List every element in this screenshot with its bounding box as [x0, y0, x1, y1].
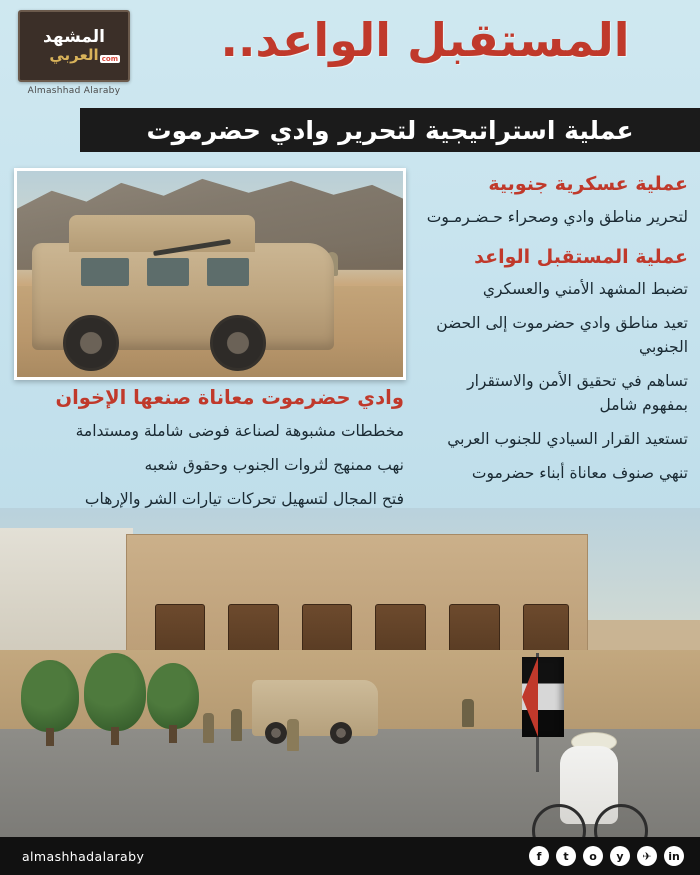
photo-vehicle-wheel: [63, 315, 119, 371]
logo-line-2: العربي: [49, 45, 99, 64]
photo-soldier: [203, 713, 214, 743]
photo-armored-vehicle: [14, 168, 406, 380]
photo-vehicle-wheel: [265, 722, 287, 744]
photo-soldier: [287, 719, 299, 751]
left-block-item-3: فتح المجال لتسهيل تحركات تيارات الشر والإرهاب: [84, 489, 404, 508]
photo-vehicle-window: [147, 258, 189, 286]
section-2-item-2: تعيد مناطق وادي حضرموت إلى الحضن الجنوبي: [436, 314, 688, 357]
subtitle-bar: [80, 108, 700, 152]
photo-vehicle-window: [207, 258, 249, 286]
linkedin-icon[interactable]: in: [664, 846, 684, 866]
photo-left-building: [0, 528, 133, 667]
right-text-column: [418, 172, 688, 496]
photo-soldier: [231, 709, 242, 741]
subtitle-text: عملية استراتيجية لتحرير وادي حضرموت: [146, 115, 634, 145]
photo-vehicle-window: [81, 258, 129, 286]
photo-bicycle: [532, 798, 652, 838]
section-2-item-5: تنهي صنوف معاناة أبناء حضرموت: [471, 464, 688, 483]
section-1-item-1: لتحرير مناطق وادي وصحراء حـضـرمـوت: [426, 207, 688, 226]
photo-vehicle-wheel: [330, 722, 352, 744]
channel-logo[interactable]: [18, 10, 130, 82]
section-heading-2: عملية المستقبل الواعد: [474, 245, 688, 268]
photo-vehicle-wheel: [210, 315, 266, 371]
photo-tree: [84, 653, 146, 731]
telegram-icon[interactable]: ✈: [637, 846, 657, 866]
section-2-item-3: تساهم في تحقيق الأمن والاستقرار بمفهوم شامل: [467, 372, 688, 415]
logo-com-badge: com: [101, 55, 118, 63]
footer-handle: almashhadalaraby: [22, 848, 145, 864]
photo-mounted-gun: [153, 239, 231, 256]
photo-town-street: [0, 508, 700, 838]
facebook-icon[interactable]: f: [529, 846, 549, 866]
footer-bar: [0, 837, 700, 875]
section-2-item-4: تستعيد القرار السيادي للجنوب العربي: [447, 430, 688, 449]
photo-bicycle-wheel: [594, 804, 648, 838]
twitter-icon[interactable]: t: [556, 846, 576, 866]
photo-soldier: [462, 699, 474, 727]
logo-line-1: المشهد: [43, 26, 105, 47]
left-block-heading: وادي حضرموت معاناة صنعها الإخوان: [55, 386, 404, 409]
left-block-item-2: نهب ممنهج لثروات الجنوب وحقوق شعبه: [144, 455, 404, 474]
left-text-block: [14, 386, 404, 520]
youtube-icon[interactable]: y: [610, 846, 630, 866]
section-heading-1: عملية عسكرية جنوبية: [488, 173, 688, 195]
photo-military-vehicle: [252, 680, 378, 736]
logo-subtitle: Almashhad Alaraby: [27, 86, 121, 96]
section-2-item-1: تضبط المشهد الأمني والعسكري: [482, 280, 688, 299]
instagram-icon[interactable]: o: [583, 846, 603, 866]
left-block-item-1: مخططات مشبوهة لصناعة فوضى شاملة ومستدامة: [75, 422, 404, 440]
photo-bicycle-wheel: [532, 804, 586, 838]
photo-tree: [21, 660, 79, 732]
photo-south-yemen-flag: [522, 657, 564, 737]
page-title: المستقبل الواعد..: [220, 13, 630, 67]
poster-header: [0, 0, 700, 112]
photo-tree: [147, 663, 199, 729]
social-icons: [529, 846, 684, 866]
